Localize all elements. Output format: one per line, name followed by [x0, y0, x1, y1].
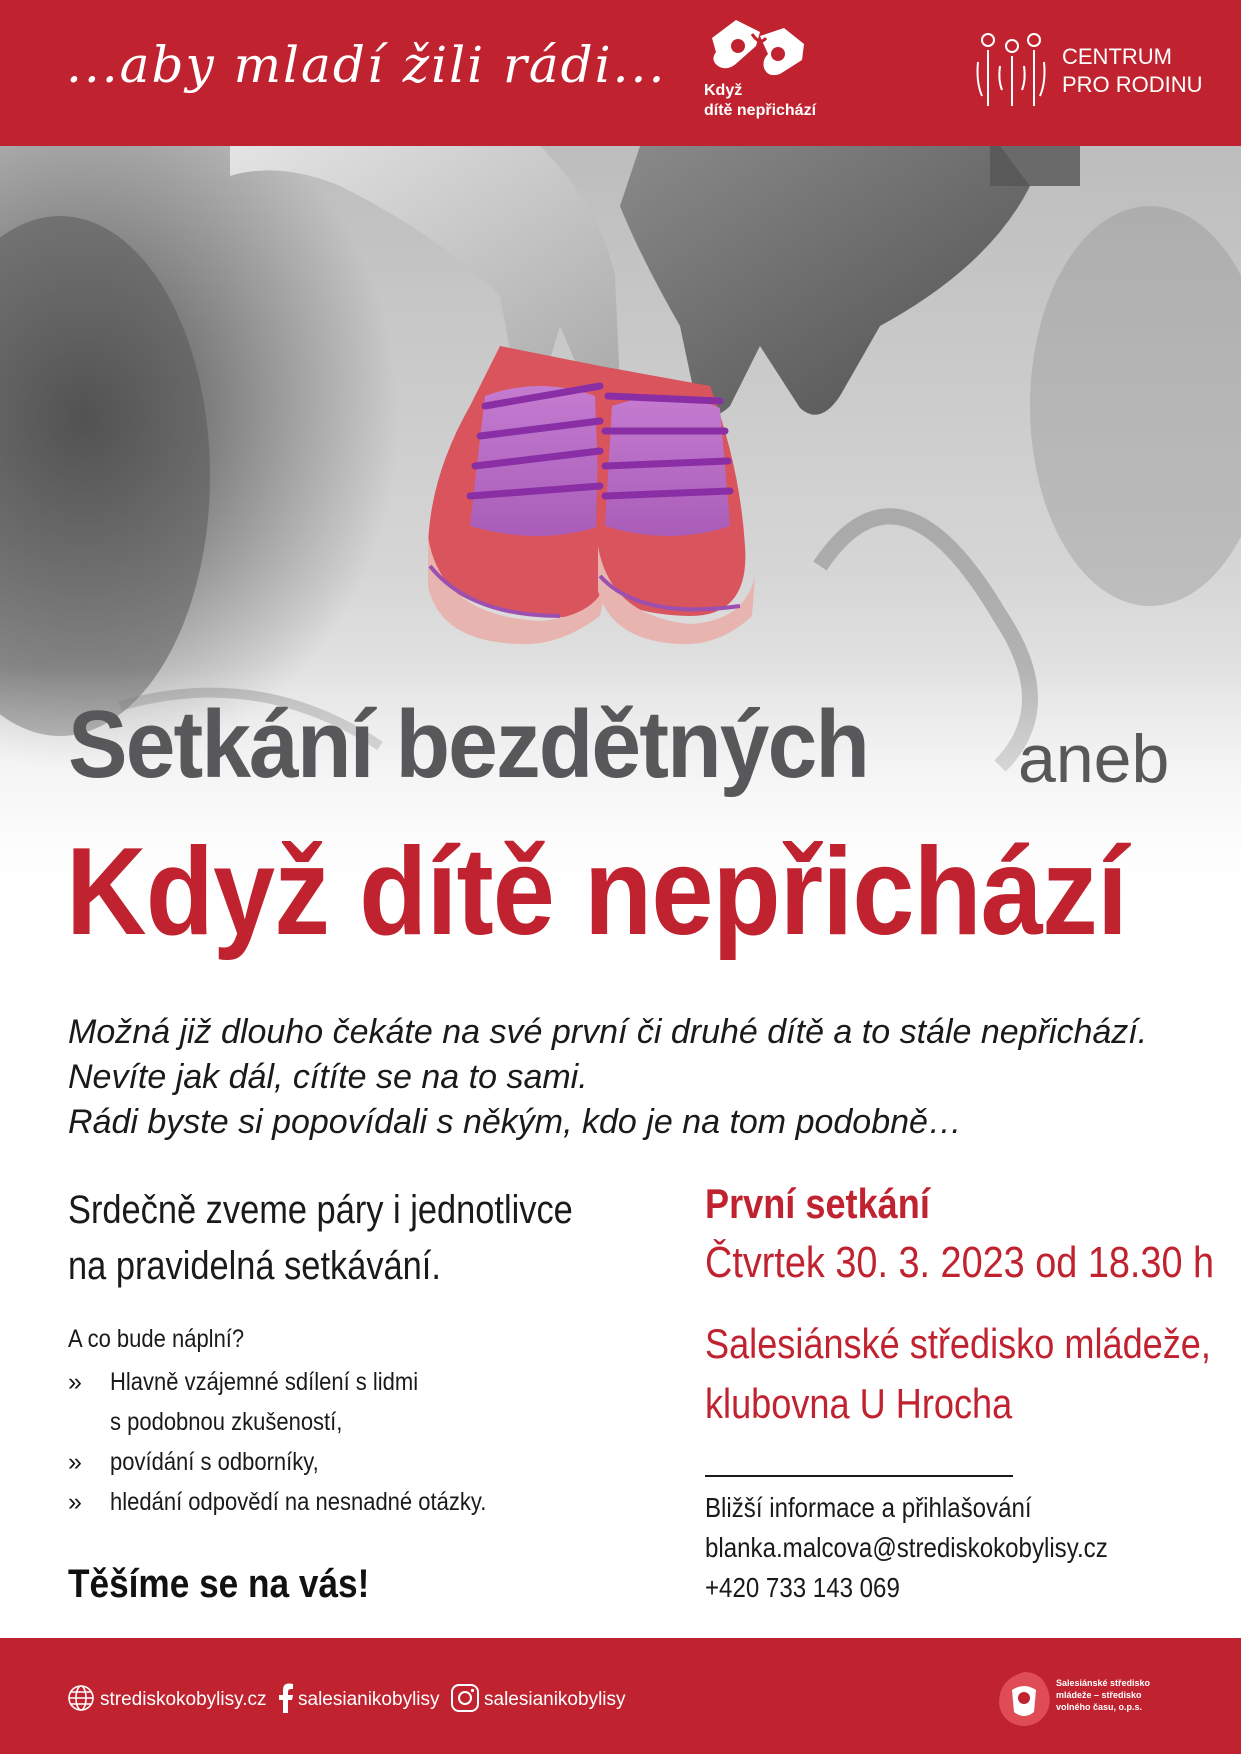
salesian-logo-icon: [994, 1668, 1054, 1730]
footer-instagram-text: salesianikobylisy: [484, 1689, 626, 1710]
kdyz-dite-neprichazi-logo: [700, 16, 830, 128]
centrum-line2: PRO RODINU: [1062, 72, 1203, 97]
globe-icon: [66, 1683, 96, 1713]
title-line2: Když dítě nepřichází: [66, 823, 1128, 961]
title-main: Setkání bezdětných: [68, 691, 869, 798]
family-figures-icon: [974, 32, 1050, 112]
org-name-line: mládeže – středisko: [1056, 1690, 1142, 1700]
baby-shoes-icon: [708, 16, 820, 80]
org-name-line: Salesiánské středisko: [1056, 1678, 1151, 1688]
invitation-line: na pravidelná setkávání.: [68, 1244, 441, 1288]
agenda-heading: A co bude náplní?: [68, 1325, 245, 1353]
contact-info: [705, 1488, 1173, 1608]
list-item-text: Hlavně vzájemné sdílení s lidmi: [110, 1368, 419, 1396]
list-item-text: povídání s odborníky,: [110, 1448, 319, 1476]
footer-bar: [0, 1638, 1241, 1754]
event-heading: První setkání: [705, 1180, 930, 1227]
contact-email: blanka.malcova@strediskokobylisy.cz: [705, 1532, 1108, 1563]
list-item-text: s podobnou zkušeností,: [110, 1408, 343, 1436]
logo-kdyz-line1: Když: [704, 82, 743, 99]
centrum-pro-rodinu-logo: [970, 30, 1210, 120]
intro-line: Rádi byste si popovídali s někým, kdo je na tom podobně…: [68, 1103, 962, 1141]
footer-facebook-text: salesianikobylisy: [298, 1689, 440, 1710]
bullet-icon: »: [68, 1488, 82, 1516]
closing-text: Těšíme se na vás!: [68, 1562, 370, 1606]
contact-phone: +420 733 143 069: [705, 1572, 900, 1603]
divider: [705, 1475, 1013, 1477]
list-item-text: hledání odpovědí na nesnadné otázky.: [110, 1488, 487, 1516]
logo-kdyz-line2: dítě nepřichází: [704, 102, 817, 119]
title-suffix: aneb: [1018, 721, 1170, 797]
event-date: Čtvrtek 30. 3. 2023 od 18.30 h: [705, 1238, 1215, 1287]
invitation-line: Srdečně zveme páry i jednotlivce: [68, 1188, 573, 1232]
event-place: Salesiánské středisko mládeže,: [705, 1320, 1211, 1367]
header-bar: [0, 0, 1241, 146]
title-line1: [68, 690, 1170, 800]
hands-holding-baby-shoes-photo: [0, 146, 1241, 926]
instagram-icon: [450, 1683, 480, 1713]
bullet-icon: »: [68, 1368, 82, 1396]
intro-line: Nevíte jak dál, cítíte se na to sami.: [68, 1058, 588, 1096]
intro-line: Možná již dlouho čekáte na své první či druhé dítě a to stále nepřichází.: [68, 1013, 1148, 1051]
invitation-text: [68, 1182, 573, 1294]
facebook-icon: [276, 1683, 296, 1713]
centrum-line1: CENTRUM: [1062, 44, 1172, 69]
salesian-centre-logo: [994, 1668, 1194, 1738]
bullet-icon: »: [68, 1448, 82, 1476]
intro-paragraph: [68, 1010, 1147, 1145]
contact-label: Bližší informace a přihlašování: [705, 1492, 1032, 1523]
footer-web-text: strediskokobylisy.cz: [100, 1689, 267, 1710]
org-name-line: volného času, o.p.s.: [1056, 1702, 1143, 1712]
slogan: ...aby mladí žili rádi...: [66, 36, 667, 94]
event-room: klubovna U Hrocha: [705, 1380, 1013, 1427]
